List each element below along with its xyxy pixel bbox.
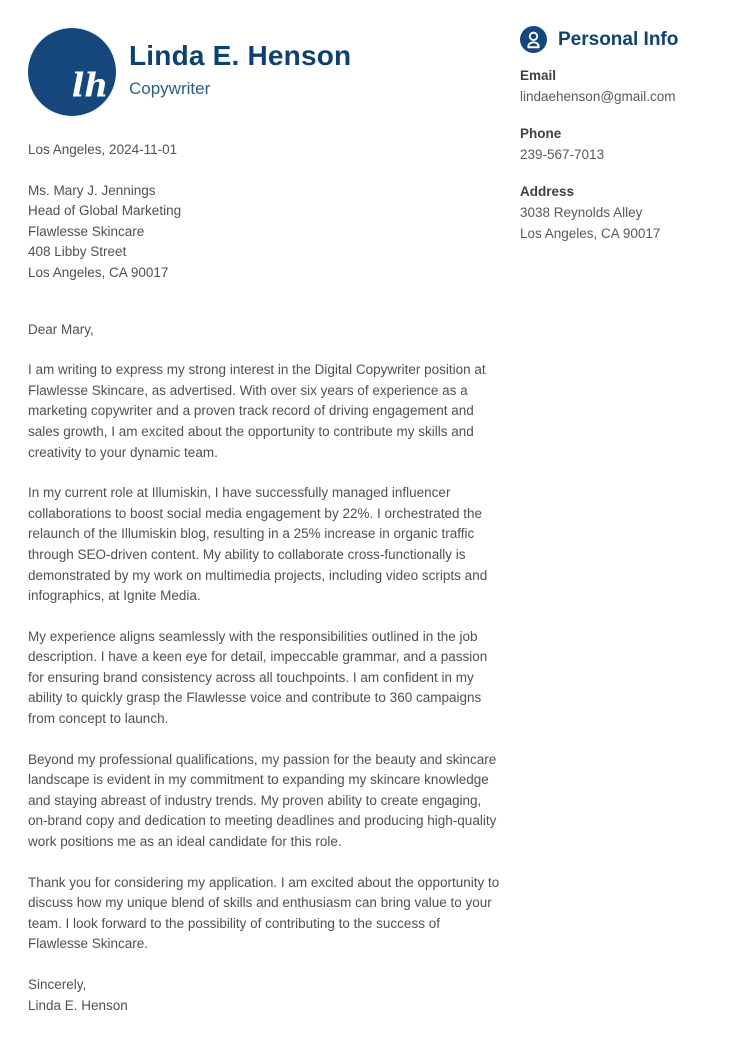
personal-info-header (520, 26, 732, 53)
field-phone (520, 123, 732, 165)
avatar (28, 28, 116, 116)
field-email (520, 65, 732, 107)
email-label: Email (520, 68, 557, 83)
header-text (129, 28, 351, 99)
person-icon (520, 26, 547, 53)
header (28, 28, 351, 116)
job-title: Copywriter (129, 78, 211, 98)
phone-value: 239-567-7013 (520, 147, 605, 162)
recipient-title: Head of Global Marketing (28, 203, 182, 219)
recipient-name: Ms. Mary J. Jennings (28, 182, 156, 198)
paragraph-5: Thank you for considering my application. I am excited about the opportunity to discuss how my unique blend of skills and enthusiasm can bring value to your team. I look forward to the possibility of contributing to the success of Flawlesse Skincare. (28, 874, 500, 952)
field-address (520, 181, 732, 244)
recipient-street: 408 Libby Street (28, 244, 127, 260)
phone-label: Phone (520, 126, 562, 141)
paragraph-4: Beyond my professional qualifications, my passion for the beauty and skincare landscape is evident in my commitment to expanding my skincare knowledge and staying abreast of industry trends. My proven ability to create engaging, on-brand copy and dedication to meeting deadlines and producing high-quality work positions me as an ideal candidate for this role. (28, 751, 497, 850)
closing: Sincerely, (28, 977, 87, 992)
recipient-company: Flawlesse Skincare (28, 223, 145, 239)
avatar-initials: lh (71, 65, 109, 105)
paragraph-1: I am writing to express my strong interest in the Digital Copywriter position at Flawlesse Skincare, as advertised. With over six years of experience as a marketing copywriter and a proven track record of driving engagement and sales growth, I am excited about the opportunity to contribute my skills and creativity to your dynamic team. (28, 362, 486, 460)
address-label: Address (520, 184, 575, 199)
personal-info-section (520, 26, 732, 260)
recipient-block (28, 181, 502, 284)
letter-body (28, 140, 502, 1016)
paragraph-2: In my current role at Illumiskin, I have successfully managed influencer collaborations to boost social media engagement by 22%. I orchestrated the relaunch of the Illumiskin blog, resulting in a 25% increase in organic traffic through SEO-driven content. My ability to collaborate cross-functionally is demonstrated by my work on multimedia projects, including video scripts and infographics, at Ignite Media. (28, 485, 488, 604)
date-line: Los Angeles, 2024-11-01 (28, 142, 178, 157)
address-value-line2: Los Angeles, CA 90017 (520, 226, 661, 241)
address-value-line1: 3038 Reynolds Alley (520, 205, 643, 220)
signature: Linda E. Henson (28, 997, 128, 1013)
paragraph-3: My experience aligns seamlessly with the responsibilities outlined in the job description. I have a keen eye for detail, impeccable grammar, and a passion for ensuring brand consistency across all touchpoints. I am confident in my ability to quickly grasp the Flawlesse voice and contribute to 360 campaigns from concept to launch. (28, 628, 488, 727)
salutation: Dear Mary, (28, 321, 94, 337)
email-value: lindaehenson@gmail.com (520, 89, 676, 104)
page-title: Linda E. Henson (129, 40, 352, 71)
personal-info-title: Personal Info (558, 28, 679, 50)
recipient-city: Los Angeles, CA 90017 (28, 264, 169, 280)
